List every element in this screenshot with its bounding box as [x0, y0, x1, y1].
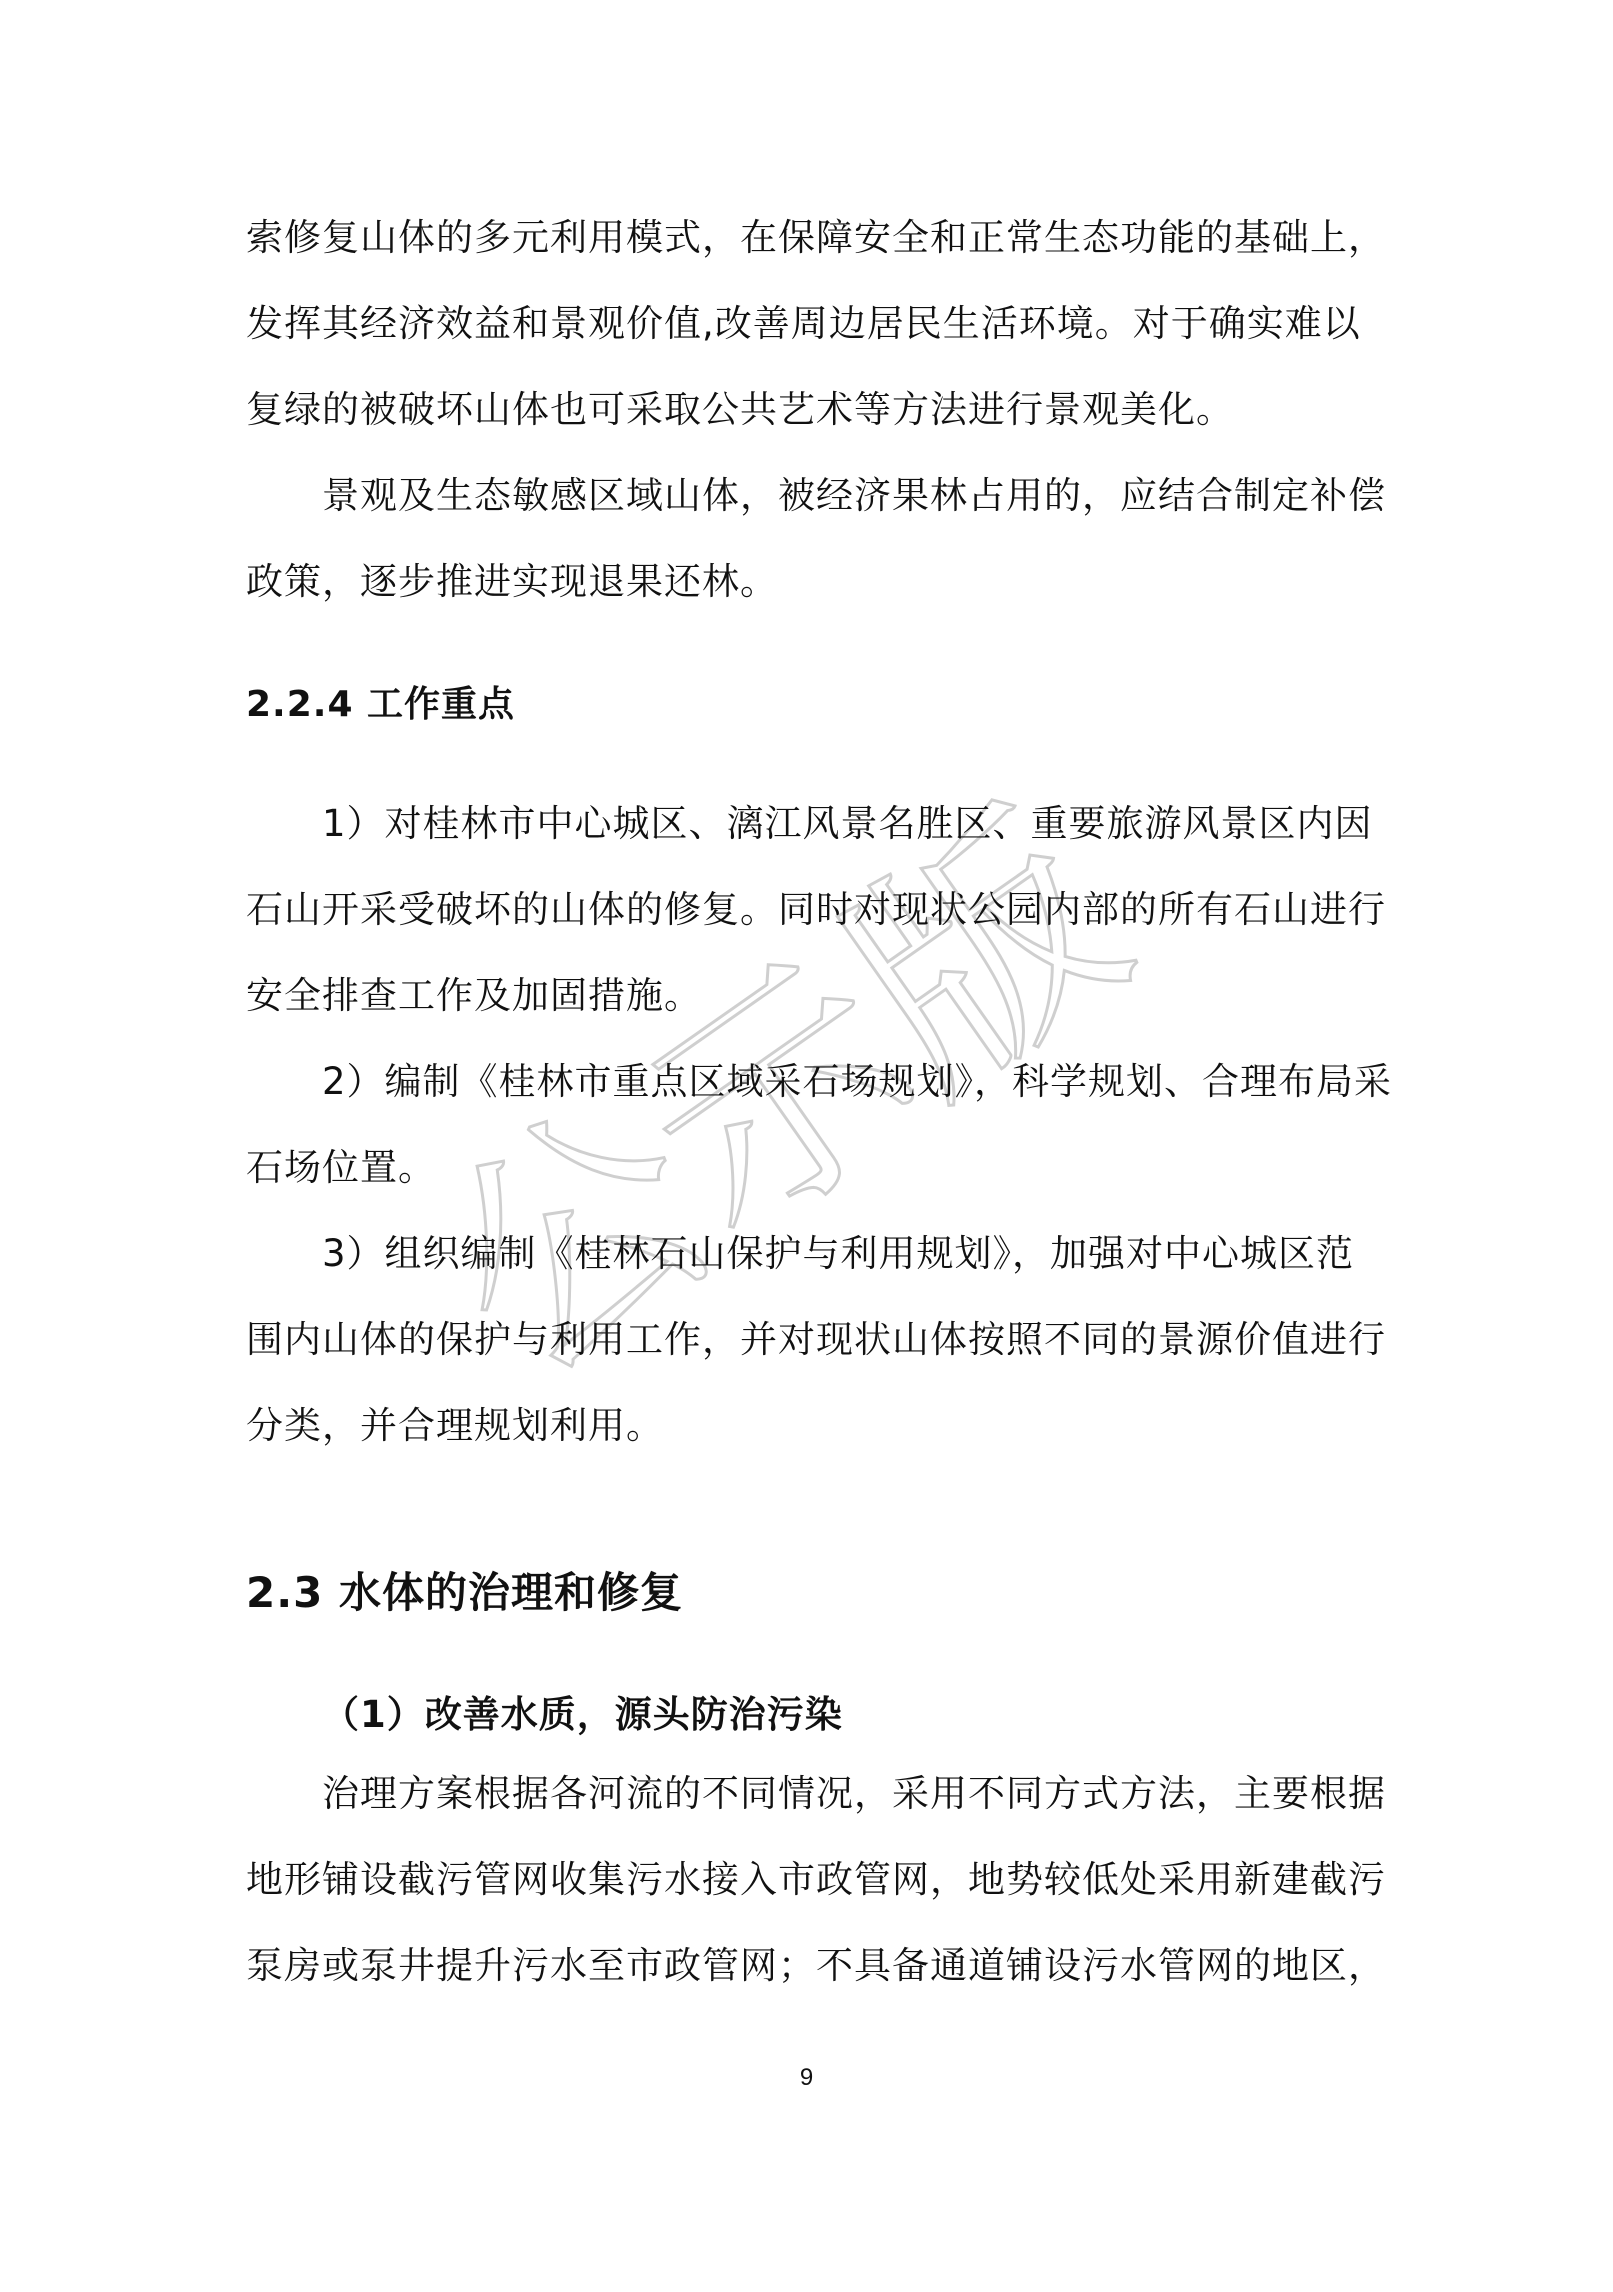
body-line: 发挥其经济效益和景观价值,改善周边居民生活环境。对于确实难以 [246, 302, 1361, 345]
list-item-line: 分类，并合理规划利用。 [246, 1404, 664, 1447]
list-item-line: 2）编制《桂林市重点区域采石场规划》，科学规划、合理布局采 [322, 1060, 1393, 1103]
body-line: 政策，逐步推进实现退果还林。 [246, 560, 778, 603]
section-heading: 2.2.4 工作重点 [246, 684, 516, 725]
body-line: 复绿的被破坏山体也可采取公共艺术等方法进行景观美化。 [246, 388, 1234, 431]
body-line: 泵房或泵井提升污水至市政管网；不具备通道铺设污水管网的地区， [246, 1944, 1386, 1987]
body-line: 地形铺设截污管网收集污水接入市政管网，地势较低处采用新建截污 [246, 1858, 1386, 1901]
list-item-line: 石山开采受破坏的山体的修复。同时对现状公园内部的所有石山进行 [246, 888, 1386, 931]
page-number: 9 [799, 2064, 814, 2091]
list-item-line: 安全排查工作及加固措施。 [246, 974, 702, 1017]
section-heading: 2.3 水体的治理和修复 [246, 1568, 684, 1617]
body-line: 景观及生态敏感区域山体，被经济果林占用的，应结合制定补偿 [322, 474, 1386, 517]
list-item-line: 1）对桂林市中心城区、漓江风景名胜区、重要旅游风景区内因 [322, 802, 1373, 845]
watermark-text: 公示版 [440, 762, 1140, 1431]
list-item-line: 围内山体的保护与利用工作，并对现状山体按照不同的景源价值进行 [246, 1318, 1386, 1361]
list-item-line: 石场位置。 [246, 1146, 436, 1189]
list-item-line: 3）组织编制《桂林石山保护与利用规划》，加强对中心城区范 [322, 1232, 1355, 1275]
sub-heading: （1）改善水质，源头防治污染 [322, 1693, 843, 1736]
body-line: 索修复山体的多元利用模式，在保障安全和正常生态功能的基础上， [246, 216, 1386, 259]
body-line: 治理方案根据各河流的不同情况，采用不同方式方法，主要根据 [322, 1772, 1386, 1815]
